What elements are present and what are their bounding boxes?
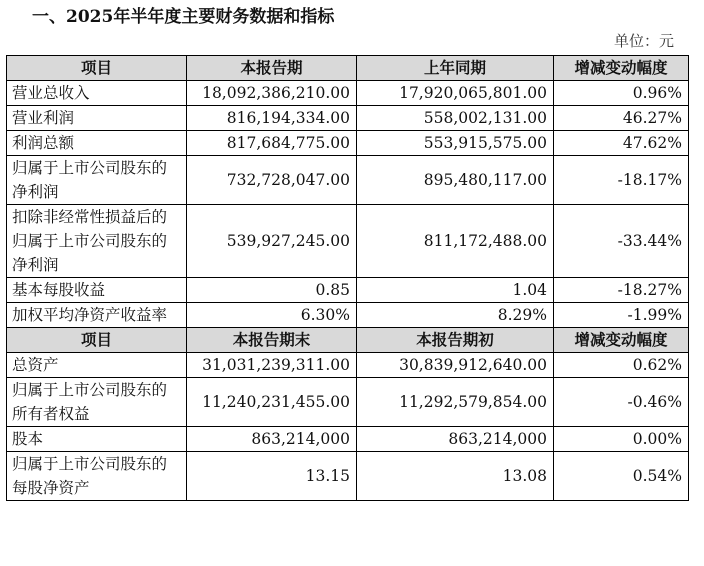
change-value: -0.46% bbox=[554, 378, 689, 427]
unit-label: 单位：元 bbox=[613, 32, 674, 50]
table-row bbox=[7, 106, 689, 131]
table-row bbox=[7, 205, 689, 278]
table-row bbox=[7, 131, 689, 156]
table-row bbox=[7, 378, 689, 427]
header-prior-period: 上年同期 bbox=[357, 56, 554, 81]
change-value: -18.17% bbox=[554, 156, 689, 205]
row-label: 营业总收入 bbox=[7, 81, 187, 106]
current-value: 6.30% bbox=[187, 303, 357, 328]
row-label: 归属于上市公司股东的每股净资产 bbox=[7, 452, 187, 501]
table-row bbox=[7, 427, 689, 452]
row-label: 扣除非经常性损益后的归属于上市公司股东的净利润 bbox=[7, 205, 187, 278]
current-value: 18,092,386,210.00 bbox=[187, 81, 357, 106]
previous-value: 811,172,488.00 bbox=[357, 205, 554, 278]
previous-value: 558,002,131.00 bbox=[357, 106, 554, 131]
current-value: 539,927,245.00 bbox=[187, 205, 357, 278]
previous-value: 8.29% bbox=[357, 303, 554, 328]
current-value: 31,031,239,311.00 bbox=[187, 353, 357, 378]
current-value: 13.15 bbox=[187, 452, 357, 501]
row-label: 归属于上市公司股东的所有者权益 bbox=[7, 378, 187, 427]
header-item: 项目 bbox=[7, 328, 187, 353]
table-row bbox=[7, 278, 689, 303]
current-value: 863,214,000 bbox=[187, 427, 357, 452]
row-label: 加权平均净资产收益率 bbox=[7, 303, 187, 328]
previous-value: 895,480,117.00 bbox=[357, 156, 554, 205]
row-label: 股本 bbox=[7, 427, 187, 452]
row-label: 利润总额 bbox=[7, 131, 187, 156]
change-value: 0.00% bbox=[554, 427, 689, 452]
header-period-end: 本报告期末 bbox=[187, 328, 357, 353]
financial-data-table bbox=[6, 55, 689, 501]
table-header-row bbox=[7, 328, 689, 353]
previous-value: 863,214,000 bbox=[357, 427, 554, 452]
change-value: -33.44% bbox=[554, 205, 689, 278]
change-value: -1.99% bbox=[554, 303, 689, 328]
table-row bbox=[7, 81, 689, 106]
header-change: 增减变动幅度 bbox=[554, 328, 689, 353]
previous-value: 1.04 bbox=[357, 278, 554, 303]
table-header-row bbox=[7, 56, 689, 81]
previous-value: 553,915,575.00 bbox=[357, 131, 554, 156]
table-row bbox=[7, 452, 689, 501]
current-value: 0.85 bbox=[187, 278, 357, 303]
change-value: 0.62% bbox=[554, 353, 689, 378]
header-change: 增减变动幅度 bbox=[554, 56, 689, 81]
header-item: 项目 bbox=[7, 56, 187, 81]
previous-value: 17,920,065,801.00 bbox=[357, 81, 554, 106]
previous-value: 13.08 bbox=[357, 452, 554, 501]
previous-value: 30,839,912,640.00 bbox=[357, 353, 554, 378]
header-current-period: 本报告期 bbox=[187, 56, 357, 81]
header-period-start: 本报告期初 bbox=[357, 328, 554, 353]
row-label: 营业利润 bbox=[7, 106, 187, 131]
change-value: -18.27% bbox=[554, 278, 689, 303]
current-value: 816,194,334.00 bbox=[187, 106, 357, 131]
previous-value: 11,292,579,854.00 bbox=[357, 378, 554, 427]
current-value: 11,240,231,455.00 bbox=[187, 378, 357, 427]
current-value: 817,684,775.00 bbox=[187, 131, 357, 156]
row-label: 基本每股收益 bbox=[7, 278, 187, 303]
change-value: 0.96% bbox=[554, 81, 689, 106]
row-label: 归属于上市公司股东的净利润 bbox=[7, 156, 187, 205]
table-row bbox=[7, 156, 689, 205]
change-value: 46.27% bbox=[554, 106, 689, 131]
table-row bbox=[7, 353, 689, 378]
current-value: 732,728,047.00 bbox=[187, 156, 357, 205]
section-heading: 一、2025年半年度主要财务数据和指标 bbox=[32, 7, 335, 27]
table-row bbox=[7, 303, 689, 328]
change-value: 47.62% bbox=[554, 131, 689, 156]
row-label: 总资产 bbox=[7, 353, 187, 378]
change-value: 0.54% bbox=[554, 452, 689, 501]
